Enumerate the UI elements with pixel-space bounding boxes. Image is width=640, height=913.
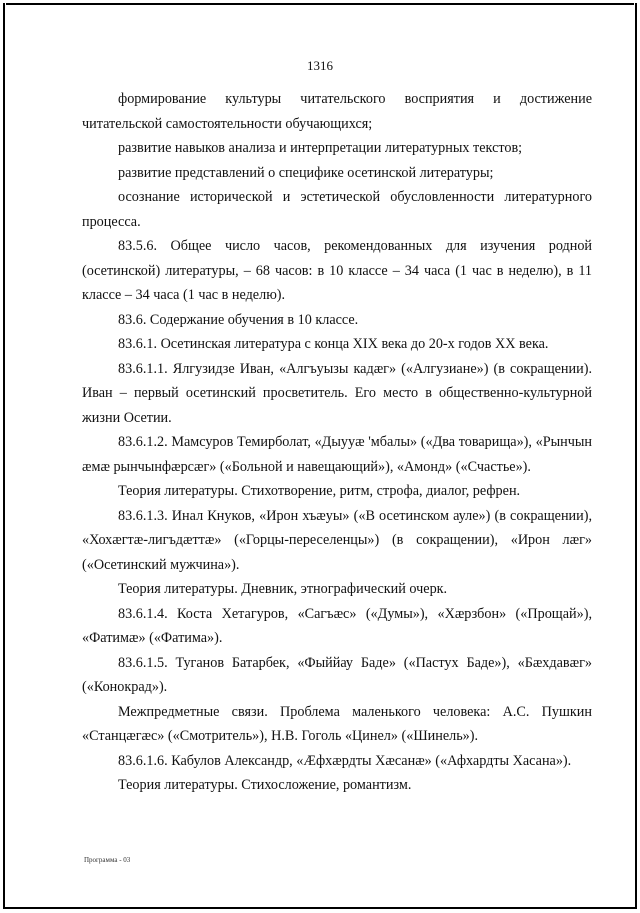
paragraph-83-6: 83.6. Содержание обучения в 10 классе. xyxy=(118,311,359,328)
page-number: 1316 xyxy=(307,58,333,73)
paragraph-goal-analysis: развитие навыков анализа и интерпретации литературных текстов; xyxy=(118,140,523,156)
paragraph-83-6-1-4: 83.6.1.4. Коста Хетагуров, «Сагъæс» («Думы»), «Хæрзбон» («Прощай»), «Фатимæ» («Фатима»). xyxy=(82,605,592,646)
paragraph-83-6-1-1: 83.6.1.1. Ялгузидзе Иван, «Алгъуызы кадæг» («Алгузиане») (в сокращении). Иван – первый осетинский просветитель. Его место в общественно-культурной жизни Осетии. xyxy=(82,360,592,426)
scan-border-left xyxy=(3,3,5,907)
paragraph-83-6-1-6: 83.6.1.6. Кабулов Александр, «Æфхæрдты Хæсанæ» («Афхардты Хасана»). xyxy=(118,752,572,769)
scan-border-top xyxy=(6,3,634,5)
paragraph-83-5-6: 83.5.6. Общее число часов, рекомендованных для изучения родной (осетинской) литературы, – 68 часов: в 10 классе – 34 часа (1 час в неделю), в 11 классе – 34 часа (1 час в неделю). xyxy=(82,238,592,303)
paragraph-theory-3: Теория литературы. Стихосложение, романтизм. xyxy=(118,777,412,793)
paragraph-83-6-1: 83.6.1. Осетинская литература с конца XIX века до 20-х годов XX века. xyxy=(118,336,549,352)
paragraph-theory-1: Теория литературы. Стихотворение, ритм, строфа, диалог, рефрен. xyxy=(118,483,521,499)
paragraph-theory-2: Теория литературы. Дневник, этнографический очерк. xyxy=(118,581,448,597)
scan-border-right xyxy=(635,3,637,909)
paragraph-goal-historical: осознание исторической и эстетической обусловленности литературного процесса. xyxy=(82,189,592,230)
paragraph-interdisciplinary: Межпредметные связи. Проблема маленького человека: А.С. Пушкин «Станцæгæс» («Смотритель»), Н.В. Гоголь «Цинел» («Шинель»). xyxy=(82,703,592,744)
paragraph-goal-culture: формирование культуры читательского восприятия и достижение читательской самостоятельности обучающихся; xyxy=(82,91,592,132)
paragraph-83-6-1-5: 83.6.1.5. Туганов Батарбек, «Фыййау Баде» («Пастух Баде»), «Бæхдавæг» («Конокрад»). xyxy=(82,654,592,695)
document-body xyxy=(82,87,592,798)
paragraph-83-6-1-3: 83.6.1.3. Инал Кнуков, «Ирон хъæуы» («В осетинском ауле») (в сокращении), «Хохæгтæ-лигъдæттæ» («Горцы-переселенцы») (в сокращении), «Ирон лæг» («Осетинский мужчина»). xyxy=(82,507,592,573)
scan-border-bottom xyxy=(3,907,637,909)
page-footer: Программа - 03 xyxy=(84,856,131,864)
paragraph-goal-specifics: развитие представлений о специфике осетинской литературы; xyxy=(118,164,494,181)
paragraph-83-6-1-2: 83.6.1.2. Мамсуров Темирболат, «Дыууæ 'мбалы» («Два товарища»), «Рынчын æмæ рынчынфæрсæг» («Больной и навещающий»), «Амонд» («Счастье»). xyxy=(82,434,592,475)
